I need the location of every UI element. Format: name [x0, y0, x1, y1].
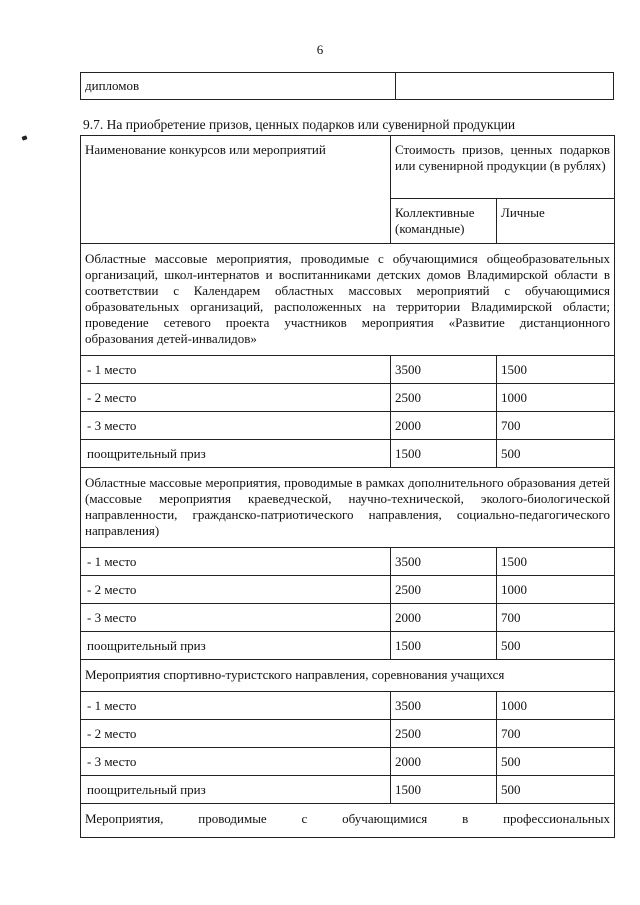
personal-cell: 1000	[497, 576, 615, 604]
place-cell: поощрительный приз	[81, 632, 391, 660]
table-row	[81, 604, 615, 632]
place-cell: поощрительный приз	[81, 440, 391, 468]
table-row	[81, 356, 615, 384]
table-row	[81, 576, 615, 604]
table-row	[81, 720, 615, 748]
section-caption: 9.7. На приобретение призов, ценных подарков или сувенирной продукции	[83, 117, 516, 132]
personal-cell: 1000	[497, 692, 615, 720]
personal-cell: 500	[497, 440, 615, 468]
personal-cell: 500	[497, 776, 615, 804]
personal-cell: 1500	[497, 356, 615, 384]
place-cell: - 1 место	[81, 548, 391, 576]
personal-cell: 700	[497, 604, 615, 632]
header-cost: Стоимость призов, ценных подарков или сувенирной продукции (в рублях)	[391, 136, 615, 199]
personal-cell: 500	[497, 632, 615, 660]
collective-cell: 2500	[391, 384, 497, 412]
section-row	[81, 244, 615, 356]
header-personal: Личные	[497, 199, 615, 244]
collective-cell: 3500	[391, 692, 497, 720]
section-title: Мероприятия, проводимые с обучающимися в профессиональных	[81, 804, 615, 838]
collective-cell: 2500	[391, 720, 497, 748]
table-row	[81, 548, 615, 576]
table-row	[81, 776, 615, 804]
collective-cell: 2000	[391, 412, 497, 440]
personal-cell: 500	[497, 748, 615, 776]
table-row	[81, 692, 615, 720]
collective-cell: 1500	[391, 632, 497, 660]
section-title: Областные массовые мероприятия, проводимые с обучающимися общеобразовательных организаций, школ-интернатов и воспитанниками детских домов Владимирской области в соответствии с Календарем областных массовых мероприятий с обучающимися образовательных организаций, расположенных на территории Владимирской области; проведение сетевого проекта участников мероприятия «Развитие дистанционного образования детей-инвалидов»	[81, 244, 615, 356]
section-title: Мероприятия спортивно-туристского направления, соревнования учащихся	[81, 660, 615, 692]
collective-cell: 2000	[391, 748, 497, 776]
place-cell: - 1 место	[81, 692, 391, 720]
table-row	[81, 384, 615, 412]
personal-cell: 1000	[497, 384, 615, 412]
header-collective: Коллективные (командные)	[391, 199, 497, 244]
table-row	[81, 412, 615, 440]
place-cell: - 2 место	[81, 720, 391, 748]
table-row	[81, 748, 615, 776]
personal-cell: 700	[497, 412, 615, 440]
place-cell: - 3 место	[81, 604, 391, 632]
place-cell: - 1 место	[81, 356, 391, 384]
table-row	[81, 632, 615, 660]
place-cell: - 2 место	[81, 384, 391, 412]
top-table-cell-right	[396, 73, 614, 100]
place-cell: - 3 место	[81, 748, 391, 776]
collective-cell: 1500	[391, 440, 497, 468]
collective-cell: 1500	[391, 776, 497, 804]
place-cell: - 2 место	[81, 576, 391, 604]
personal-cell: 1500	[497, 548, 615, 576]
section-row	[81, 804, 615, 838]
collective-cell: 2000	[391, 604, 497, 632]
prizes-table	[80, 135, 615, 838]
page-number: 6	[316, 42, 324, 57]
place-cell: поощрительный приз	[81, 776, 391, 804]
collective-cell: 2500	[391, 576, 497, 604]
personal-cell: 700	[497, 720, 615, 748]
table-row	[81, 440, 615, 468]
section-title: Областные массовые мероприятия, проводимые в рамках дополнительного образования детей (массовые мероприятия краеведческой, научно-технической, эколого-биологической направленности, гражданско-патриотического направления, социально-педагогического направления)	[81, 468, 615, 548]
collective-cell: 3500	[391, 356, 497, 384]
section-row	[81, 468, 615, 548]
header-row	[81, 136, 615, 199]
collective-cell: 3500	[391, 548, 497, 576]
place-cell: - 3 место	[81, 412, 391, 440]
margin-mark	[21, 135, 27, 140]
top-table-fragment	[80, 72, 614, 100]
top-table-cell-left: дипломов	[81, 73, 396, 100]
section-row	[81, 660, 615, 692]
header-name: Наименование конкурсов или мероприятий	[81, 136, 391, 244]
